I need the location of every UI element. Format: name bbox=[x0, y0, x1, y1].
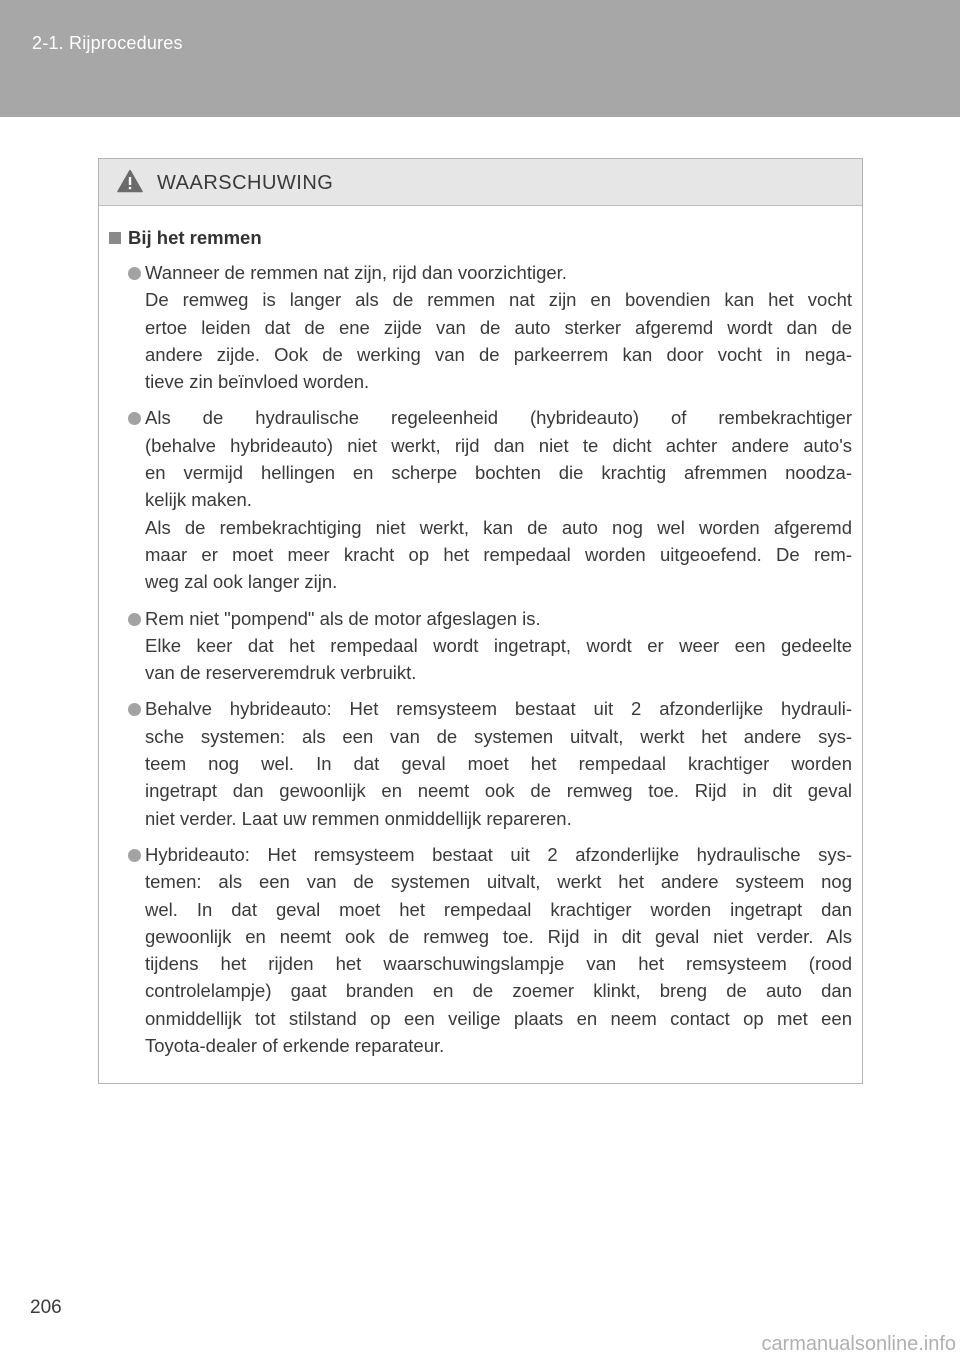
text-line: Behalve hybrideauto: Het remsysteem bestaat uit 2 afzonderlijke hydrauli- bbox=[145, 698, 852, 720]
text-line: gewoonlijk en neemt ook de remweg toe. Rijd in dit geval niet verder. Als bbox=[145, 925, 852, 947]
text-line: De remweg is langer als de remmen nat zijn en bovendien kan het vocht bbox=[145, 289, 852, 311]
text-line: andere zijde. Ook de werking van de parkeerrem kan door vocht in nega- bbox=[145, 343, 852, 365]
text-line: tieve zin beïnvloed worden. bbox=[145, 371, 370, 393]
circle-bullet-icon bbox=[128, 703, 141, 716]
circle-bullet-icon bbox=[128, 412, 141, 425]
text-line: temen: als een van de systemen uitvalt, werkt het andere systeem nog bbox=[145, 871, 852, 893]
list-item bbox=[109, 605, 852, 687]
text-line: Als de rembekrachtiging niet werkt, kan de auto nog wel worden afgeremd bbox=[145, 516, 852, 538]
text-line: ingetrapt dan gewoonlijk en neemt ook de remweg toe. Rijd in dit geval bbox=[145, 780, 852, 802]
text-line: (behalve hybrideauto) niet werkt, rijd dan niet te dicht achter andere auto's bbox=[145, 434, 852, 456]
text-line: van de reserveremdruk verbruikt. bbox=[145, 662, 417, 684]
list-item bbox=[109, 259, 852, 395]
text-line: niet verder. Laat uw remmen onmiddellijk repareren. bbox=[145, 807, 572, 829]
text-line: Als de hydraulische regeleenheid (hybrideauto) of rembekrachtiger bbox=[145, 407, 852, 429]
text-line: en vermijd hellingen en scherpe bochten die krachtig afremmen noodza- bbox=[145, 462, 852, 484]
warning-title: WAARSCHUWING bbox=[157, 172, 334, 194]
text-line: ertoe leiden dat de ene zijde van de auto sterker afgeremd wordt dan de bbox=[145, 316, 852, 338]
warning-triangle-icon bbox=[117, 169, 143, 193]
watermark: carmanualsonline.info bbox=[761, 1333, 956, 1355]
text-line: onmiddellijk tot stilstand op een veilige plaats en neem contact op met een bbox=[145, 1007, 852, 1029]
chapter-header-band bbox=[0, 0, 960, 117]
text-line: Wanneer de remmen nat zijn, rijd dan voorzichtiger. bbox=[145, 262, 567, 283]
circle-bullet-icon bbox=[128, 267, 141, 280]
text-line: wel. In dat geval moet het rempedaal krachtiger worden ingetrapt dan bbox=[145, 898, 852, 920]
square-bullet-icon bbox=[109, 232, 121, 244]
text-line: Hybrideauto: Het remsysteem bestaat uit 2 afzonderlijke hydraulische sys- bbox=[145, 843, 852, 865]
text-line: Toyota-dealer of erkende reparateur. bbox=[145, 1035, 445, 1057]
circle-bullet-icon bbox=[128, 613, 141, 626]
warning-header bbox=[99, 159, 862, 206]
warning-box bbox=[98, 158, 863, 1084]
warning-items bbox=[109, 259, 852, 1059]
text-line: teem nog wel. In dat geval moet het rempedaal krachtiger worden bbox=[145, 753, 852, 775]
subheading bbox=[109, 224, 852, 252]
text-line: kelijk maken. bbox=[145, 489, 252, 511]
text-line: tijdens het rijden het waarschuwingslampje van het remsysteem (rood bbox=[145, 953, 852, 975]
text-line: Elke keer dat het rempedaal wordt ingetrapt, wordt er weer een gedeelte bbox=[145, 634, 852, 656]
subheading-text: Bij het remmen bbox=[128, 227, 262, 248]
list-item bbox=[109, 404, 852, 595]
text-line: sche systemen: als een van de systemen uitvalt, werkt het andere sys- bbox=[145, 725, 852, 747]
page-number: 206 bbox=[30, 1297, 62, 1318]
section-title: 2-1. Rijprocedures bbox=[32, 33, 183, 53]
text-line: Rem niet "pompend" als de motor afgeslagen is. bbox=[145, 607, 541, 629]
circle-bullet-icon bbox=[128, 849, 141, 862]
text-line: maar er moet meer kracht op het rempedaal worden uitgeoefend. De rem- bbox=[145, 543, 852, 565]
text-line: weg zal ook langer zijn. bbox=[145, 571, 338, 593]
text-line: controlelampje) gaat branden en de zoemer klinkt, breng de auto dan bbox=[145, 980, 852, 1002]
list-item bbox=[109, 841, 852, 1059]
list-item bbox=[109, 695, 852, 831]
warning-body bbox=[99, 206, 862, 1059]
